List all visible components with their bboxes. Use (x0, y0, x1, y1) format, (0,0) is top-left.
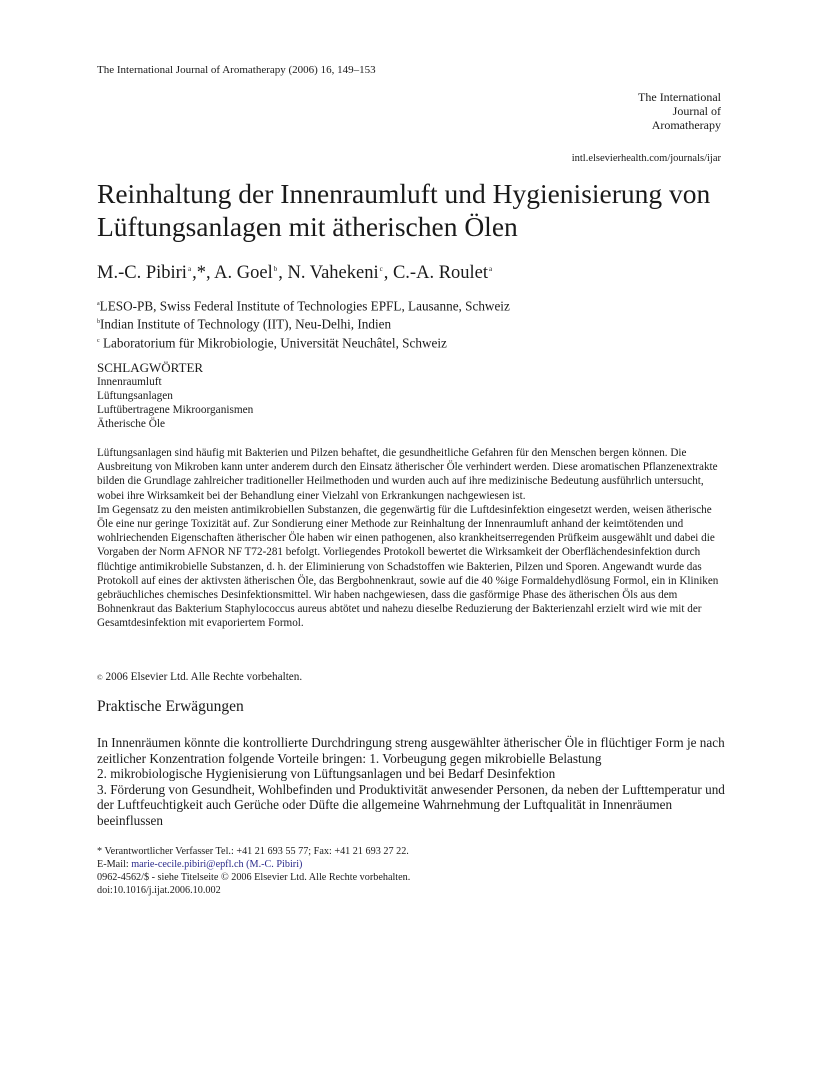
abstract-paragraph: Im Gegensatz zu den meisten antimikrobiellen Substanzen, die gegenwärtig für die Luftdesinfektion eingesetzt werden, weisen ätherische Öle eine nur geringe Toxizität auf. Zur Sondierung einer Methode zur Reinhaltung der Innenraumluft anhand der keimtötenden und wohlriechenden Eigenschaften ätherischer Öle haben wir einen pathogenen, also krankheitserregenden Prüfkeim ausgewählt und dabei die Vorgaben der Norm AFNOR NF T72-281 befolgt. Vorliegendes Protokoll bewertet die Wirksamkeit der Oberflächendesinfektion durch flüchtige antimikrobielle Substanzen, d. h. der Eliminierung von Schadstoffen wie Bakterien, Pilzen und Sporen. Angewandt wurde das Protokoll auf eines der aktivsten ätherischen Öle, das Bergbohnenkraut, sowie auf die 40 %ige Formaldehydlösung Formol, ein in Kliniken gebräuchliches chemisches Desinfektionsmittel. Wir haben nachgewiesen, dass die gasförmige Phase des ätherischen Öls aus dem Bohnenkraut das Bakterium Staphylococcus aureus abtötet und nahezu dieselbe Reduzierung der Bakterienzahl erzielt wird wie mit der Gesamtdesinfektion mit evaporiertem Formol. (97, 503, 719, 630)
body-paragraph: 2. mikrobiologische Hygienisierung von Lüftungsanlagen und bei Bedarf Desinfektion (97, 766, 556, 781)
author-name: N. Vahekeni (287, 263, 379, 283)
keyword-item: Luftübertragene Mikroorganismen (97, 404, 254, 416)
affiliation-mark: c (97, 337, 100, 344)
keywords-section (97, 360, 253, 431)
affiliation-mark: b (97, 319, 100, 326)
author-list: M.-C. Pibiri$^a$,*, A. Goel$^b$, N. Vahekeni$^c$, C.-A. Roulet$^a$ (97, 263, 493, 283)
copyright-notice (97, 671, 302, 683)
journal-masthead (638, 90, 721, 132)
corresponding-author-mark: ,* (192, 263, 206, 283)
email-footnote (97, 858, 410, 871)
masthead-line: Aromatherapy (651, 118, 721, 132)
body-paragraph: 3. Förderung von Gesundheit, Wohlbefinden und Produktivität anwesender Personen, da neben der Lufttemperatur und der Luftfeuchtigkeit auch Gerüche oder Düfte die allgemeine Wahrnehmung der Luftqualität in Innenräumen beeinflussen (97, 781, 725, 828)
author-affiliation-mark: b (273, 264, 278, 273)
footnotes (97, 845, 410, 897)
corresponding-author-footnote: * Verantwortlicher Verfasser Tel.: +41 21 693 55 77; Fax: +41 21 693 27 22. (97, 846, 409, 857)
author-name: C.-A. Roulet (392, 263, 489, 283)
abstract (97, 446, 725, 631)
affiliation-mark: a (97, 301, 100, 307)
keywords-list (97, 375, 253, 431)
author-affiliation-mark: a (187, 264, 192, 273)
body-paragraph: In Innenräumen könnte die kontrollierte Durchdringung streng ausgewählter ätherischer Öle in flüchtiger Form je nach zeitlicher Konzentration folgende Vorteile bringen: 1. Vorbeugung gegen mikrobielle Belastung (97, 735, 725, 766)
email-label: E-Mail: (97, 859, 129, 870)
copyright-text: 2006 Elsevier Ltd. Alle Rechte vorbehalten. (105, 671, 303, 683)
abstract-paragraph: Lüftungsanlagen sind häufig mit Bakterien und Pilzen behaftet, die gesundheitliche Gefahren für den Menschen bergen können. Die Ausbreitung von Mikroben kann unter anderem durch den Einsatz ätherischer Öle verhindert werden. Diese aromatischen Pflanzenextrakte bilden die Grundlage zahlreicher traditioneller Heilmethoden und wurden auch auf ihre medizinische Bedeutung ausführlich untersucht, wobei ihre Wirksamkeit bei der Behandlung einer Vielzahl von Erkrankungen nachgewiesen ist. (97, 447, 718, 502)
affiliation-item (97, 296, 510, 314)
journal-citation: The International Journal of Aromatherapy (2006) 16, 149–153 (97, 64, 376, 76)
author-affiliation-mark: c (379, 264, 383, 273)
affiliation-item (97, 314, 510, 332)
keyword-item: Innenraumluft (97, 376, 162, 388)
masthead-line: Journal of (672, 104, 721, 118)
section-body (97, 735, 737, 828)
journal-url[interactable]: intl.elsevierhealth.com/journals/ijar (571, 153, 721, 164)
affiliation-text: Indian Institute of Technology (IIT), Neu-Delhi, Indien (100, 316, 392, 332)
copyright-symbol: © (97, 673, 103, 682)
keyword-item: Ätherische Öle (97, 418, 166, 430)
keyword-item: Lüftungsanlagen (97, 390, 173, 402)
email-link[interactable]: marie-cecile.pibiri@epfl.ch (M.-C. Pibiri) (131, 859, 303, 870)
author-name: M.-C. Pibiri (97, 263, 187, 283)
article-title: Reinhaltung der Innenraumluft und Hygienisierung von Lüftungsanlagen mit ätherischen Ölen (97, 178, 711, 242)
section-heading: Praktische Erwägungen (97, 698, 244, 715)
affiliation-text: LESO-PB, Swiss Federal Institute of Technologies EPFL, Lausanne, Schweiz (99, 298, 510, 314)
keywords-heading: SCHLAGWÖRTER (97, 360, 204, 375)
affiliation-list (97, 296, 510, 351)
author-name: A. Goel (214, 263, 273, 283)
author-affiliation-mark: a (489, 264, 493, 273)
doi-line[interactable]: doi:10.1016/j.ijat.2006.10.002 (97, 885, 221, 896)
masthead-line: The International (638, 90, 721, 104)
affiliation-item (97, 333, 510, 351)
issn-line: 0962-4562/$ - siehe Titelseite © 2006 Elsevier Ltd. Alle Rechte vorbehalten. (97, 872, 411, 883)
affiliation-text: Laboratorium für Mikrobiologie, Universität Neuchâtel, Schweiz (102, 335, 447, 351)
